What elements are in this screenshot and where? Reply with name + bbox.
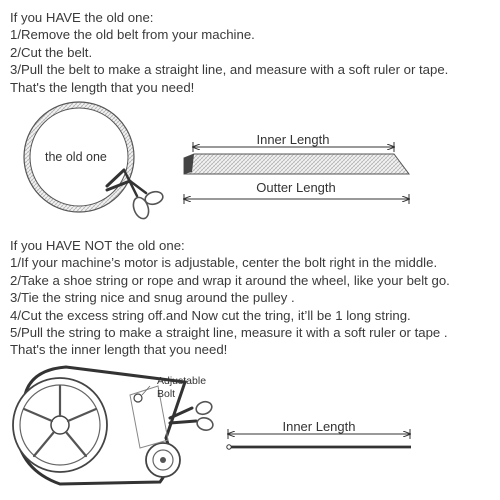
bolt-label-line2: Bolt	[157, 388, 176, 400]
heading-have-old: If you HAVE the old one:	[10, 10, 154, 25]
step-5-measure-string: 5/Pull the string to make a straight line, measure it with a soft ruler or tape .	[10, 325, 448, 341]
instructions-no-old-belt	[10, 237, 450, 359]
inner-length-label: Inner Length	[256, 132, 330, 147]
step-1-center-bolt: 1/If your machine’s motor is adjustable, center the bolt right in the middle.	[10, 255, 438, 271]
step-4-cut-string: 4/Cut the excess string off.and Now cut the tring, it’ll be 1 long string.	[10, 307, 411, 323]
step-2-wrap-string: 2/Take a shoe string or rope and wrap it around the wheel, like your belt go.	[10, 272, 450, 288]
adjustable-bolt-icon	[134, 386, 150, 402]
inner-length-label-2: Inner Length	[282, 419, 356, 434]
outer-length-label: Outter Length	[256, 180, 336, 195]
bolt-label-line1: Adjustable	[157, 375, 207, 387]
conclusion-inner-length: That's the inner length that you need!	[10, 342, 228, 358]
string-straight-line	[227, 445, 411, 449]
heading-have-not-old: If you HAVE NOT the old one:	[10, 238, 185, 253]
step-1-remove: 1/Remove the old belt from your machine.	[10, 27, 255, 43]
step-3-measure: 3/Pull the belt to make a straight line, and measure with a soft ruler or tape.	[10, 62, 449, 78]
step-3-tie-string: 3/Tie the string nice and snug around the pulley .	[10, 290, 295, 306]
old-belt-label: the old one	[45, 150, 107, 164]
conclusion-length: That's the length that you need!	[10, 79, 195, 95]
cut-belt-strip	[184, 154, 409, 174]
step-2-cut: 2/Cut the belt.	[10, 44, 93, 60]
